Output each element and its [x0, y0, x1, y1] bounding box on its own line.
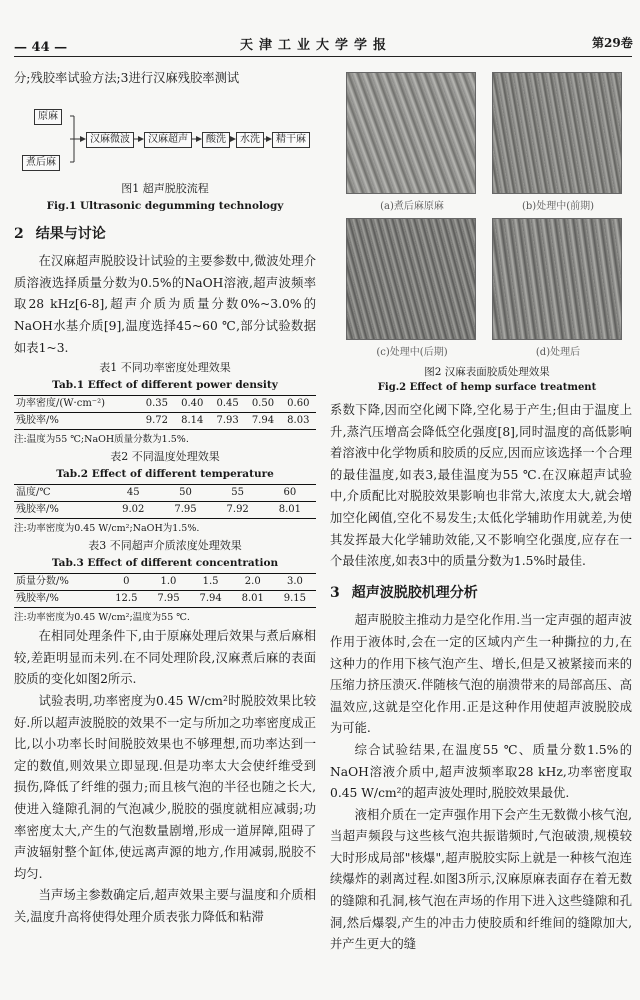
table1-cell: 9.72	[139, 413, 174, 430]
fig2-photo-grid	[342, 68, 632, 398]
table3-cell: 1.0	[147, 574, 189, 591]
paragraph: 试验表明,功率密度为0.45 W/cm²时脱胶效果比较好.所以超声波脱胶的效果不一定与所加之功率密度成正比,以小功率长时间脱胶效果也不够理想,而功率达到一定的数值,则效果立即显现.但是功率太大会使纤维受到损伤,降低了纤维的强力;而且核气泡的半径也随之长大,使进入缝隙孔洞的气泡减少,脱胶的强度就相应减弱;功率密度太大,产生的气泡数量剧增,形成一道屏障,阻碍了声波辐射整个缸体,使远离声源的地方,作用减弱,脱胶不均匀.	[14, 693, 316, 881]
table3-cell: 1.5	[190, 574, 232, 591]
table1-cell: 7.94	[245, 413, 280, 430]
left-column	[14, 68, 316, 928]
table2-cell: 45	[107, 485, 159, 502]
table1-cell: 0.40	[175, 396, 210, 413]
table2-title-cn: 表2 不同温度处理效果	[110, 450, 220, 464]
fig1-caption-cn: 图1 超声脱胶流程	[121, 181, 209, 195]
table3-cell: 8.01	[232, 591, 274, 608]
paragraph: 在相同处理条件下,由于原麻处理后效果与煮后麻相较,差距明显而未列.在不同处理阶段,汉麻煮后麻的表面胶质的变化如图2所示.	[14, 629, 316, 687]
table1-cell: 7.93	[210, 413, 245, 430]
table3-note: 注:功率密度为0.45 W/cm²;温度为55 ℃.	[14, 612, 190, 624]
flow-step-water: 水洗	[236, 132, 264, 148]
table3	[14, 573, 316, 608]
table2-row1-label: 温度/℃	[14, 485, 107, 502]
photo-b	[492, 72, 622, 212]
photo-b-label: (b)处理中(前期)	[521, 201, 594, 212]
photo-a-label: (a)煮后麻原麻	[380, 201, 444, 212]
table3-cell: 7.95	[147, 591, 189, 608]
section3-heading	[330, 583, 632, 605]
paragraph: 当声场主参数确定后,超声效果主要与温度和介质相关,温度升高将使得处理介质表张力降低和粘滞	[14, 888, 316, 924]
flow-step-acid: 酸洗	[202, 132, 230, 148]
section3-title: 超声波脱胶机理分析	[351, 584, 478, 601]
table1-row1-label: 功率密度/(W·cm⁻²)	[14, 396, 139, 413]
flow-input-boiled: 煮后麻	[22, 155, 60, 171]
page-header	[0, 0, 640, 58]
table1	[14, 395, 316, 430]
section2-title: 结果与讨论	[35, 225, 106, 242]
table3-cell: 9.15	[274, 591, 316, 608]
table3-cell: 0	[105, 574, 147, 591]
table3-cell: 2.0	[232, 574, 274, 591]
table1-title-en: Tab.1 Effect of different power density	[52, 379, 278, 392]
table3-row2-label: 残胶率/%	[14, 591, 105, 608]
photo-d	[492, 218, 622, 358]
flow-input-raw: 原麻	[34, 109, 62, 125]
journal-title: 天津工业大学学报	[240, 38, 393, 53]
table2-cell: 55	[212, 485, 264, 502]
fig2-caption-cn: 图2 汉麻表面胶质处理效果	[424, 366, 550, 378]
table2-title-en: Tab.2 Effect of different temperature	[56, 468, 274, 481]
fig2-caption-en: Fig.2 Effect of hemp surface treatment	[377, 382, 597, 393]
paragraph: 液相介质在一定声强作用下会产生无数微小核气泡,当超声频段与这些核气泡共振谐频时,气泡破溃,规模较大时形成局部"核爆",超声脱胶实际上就是一种核气泡连续爆炸的剥离过程.如图3所示,汉麻原麻表面存在着无数的缝隙和孔洞,核气泡在声场的作用下进入这些缝隙和孔洞,然后爆裂,产生的冲击力使胶质和纤维间的缝隙加大,并产生更大的缝	[330, 807, 632, 952]
intro-line: 分;残胶率试验方法;3进行汉麻残胶率测试	[14, 71, 240, 85]
table2-row2-label: 残胶率/%	[14, 502, 107, 519]
flow-step-fiber: 精干麻	[272, 132, 310, 148]
header-rule	[14, 56, 632, 57]
volume-label: 第29卷	[592, 36, 633, 50]
table1-cell: 0.35	[139, 396, 174, 413]
table3-row1-label: 质量分数/%	[14, 574, 105, 591]
table2-cell: 8.01	[264, 502, 316, 519]
table1-cell: 0.50	[245, 396, 280, 413]
right-column	[330, 400, 632, 956]
table1-cell: 0.60	[281, 396, 316, 413]
photo-a	[346, 72, 476, 212]
paragraph: 综合试验结果,在温度55 ℃、质量分数1.5%的NaOH溶液介质中,超声波频率取28 kHz,功率密度取0.45 W/cm²的超声波处理时,脱胶效果最优.	[330, 742, 632, 801]
table3-title-cn: 表3 不同超声介质浓度处理效果	[88, 539, 242, 553]
paragraph: 在汉麻超声脱胶设计试验的主要参数中,微波处理介质溶液选择质量分数为0.5%的NaOH溶液,超声波频率取28 kHz[6-8],超声介质为质量分数0%~3.0%的NaOH水基介质[9],温度选择45~60 ℃,部分试验数据如表1~3.	[14, 254, 316, 355]
table1-title-cn: 表1 不同功率密度处理效果	[99, 361, 231, 375]
table2-cell: 50	[159, 485, 211, 502]
photo-d-label: (d)处理后	[535, 347, 581, 358]
section2-number: 2	[14, 225, 24, 242]
table3-cell: 3.0	[274, 574, 316, 591]
table1-cell: 8.14	[175, 413, 210, 430]
paragraph: 超声脱胶主推动力是空化作用.当一定声强的超声波作用于液体时,会在一定的区域内产生一种撕拉的力,在这种力的作用下核气泡产生、增长,但是又被紧接而来的压缩力挤压溃灭.伴随核气泡的崩溃带来的局部高压、高温效应,这就是空化作用.正是这种作用使超声波脱胶成为可能.	[330, 613, 632, 736]
table2	[14, 484, 316, 519]
table1-cell: 0.45	[210, 396, 245, 413]
table1-note: 注:温度为55 ℃;NaOH质量分数为1.5%.	[14, 434, 189, 446]
photo-c-label: (c)处理中(后期)	[376, 347, 448, 358]
table3-cell: 7.94	[190, 591, 232, 608]
table1-cell: 8.03	[281, 413, 316, 430]
table1-row2-label: 残胶率/%	[14, 413, 139, 430]
flow-diagram	[14, 90, 316, 180]
fig1-caption-en: Fig.1 Ultrasonic degumming technology	[46, 199, 284, 212]
page-number: — 44 —	[14, 40, 68, 55]
flow-step-ultrasonic: 汉麻超声	[144, 132, 192, 148]
photo-c	[346, 218, 476, 358]
section3-number: 3	[330, 584, 340, 601]
table3-cell: 12.5	[105, 591, 147, 608]
section2-heading	[14, 224, 316, 246]
paragraph: 系数下降,因而空化阈下降,空化易于产生;但由于温度上升,蒸汽压增高会降低空化强度[8],同时温度的高低影响着溶液中化学物质和胶质的反应,因而应该选择一个合理的最佳温度,如表3,最佳温度为55 ℃.在汉麻超声试验中,介质配比对脱胶效果影响也非常大,浓度太大,就会增加空化阈值,空化不易发生;太低化学辅助作用就差,为使其发挥最大化学辅助效能,又不影响空化强度,应存在一个最佳浓度,如表3中的质量分数为1.5%时最佳.	[330, 403, 632, 569]
flow-step-microwave: 汉麻微波	[86, 132, 134, 148]
table2-cell: 60	[264, 485, 316, 502]
table2-note: 注:功率密度为0.45 W/cm²;NaOH为1.5%.	[14, 523, 200, 535]
table2-cell: 7.95	[159, 502, 211, 519]
table2-cell: 7.92	[212, 502, 264, 519]
table2-cell: 9.02	[107, 502, 159, 519]
table3-title-en: Tab.3 Effect of different concentration	[51, 557, 279, 570]
